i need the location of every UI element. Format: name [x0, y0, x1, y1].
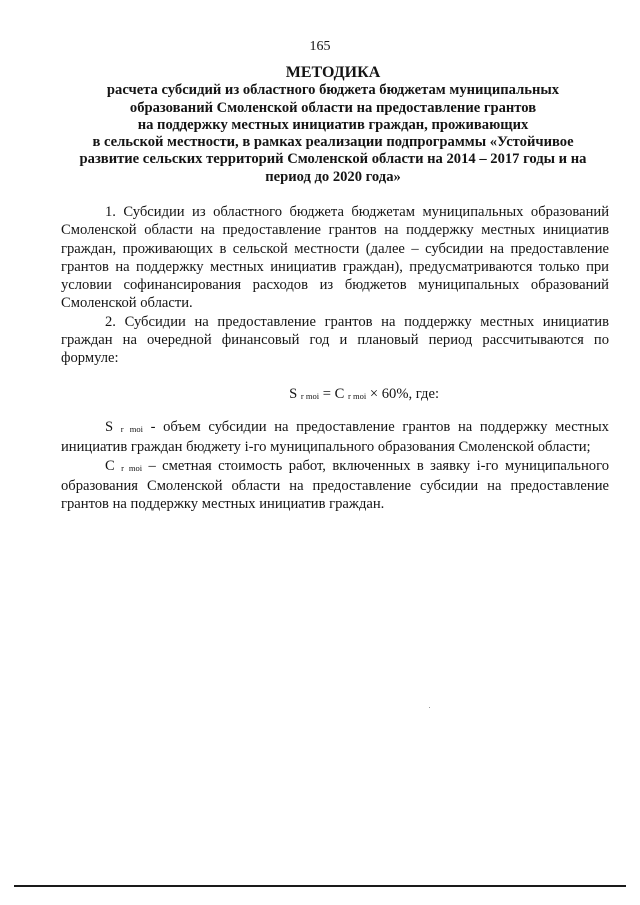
formula-rhs-symbol: C [334, 385, 345, 402]
formula-rest: × 60%, где: [366, 385, 439, 402]
definition-item [61, 457, 609, 514]
definition-symbol: S [105, 418, 114, 435]
bottom-rule [14, 885, 626, 887]
page-number: 165 [309, 39, 331, 54]
formula-equals: = [319, 385, 335, 402]
scan-speck [429, 707, 430, 708]
definition-subscript: r moi [121, 462, 143, 473]
heading-line: расчета субсидий из областного бюджета бюджетам муниципальных [106, 82, 560, 99]
formula [61, 385, 609, 405]
heading-line: развитие сельских территорий Смоленской области на 2014 – 2017 годы и на [79, 151, 587, 168]
formula-lhs-symbol: S [289, 385, 298, 402]
formula-rhs-subscript: r moi [348, 390, 367, 401]
document-title: МЕТОДИКА [285, 64, 381, 81]
heading-line: период до 2020 года» [265, 168, 401, 185]
definitions [61, 418, 609, 513]
heading-line: в сельской местности, в рамках реализации подпрограммы «Устойчивое [92, 134, 574, 151]
document-body [61, 203, 609, 513]
heading-line: на поддержку местных инициатив граждан, проживающих [137, 116, 529, 133]
definition-symbol: C [105, 457, 115, 474]
definition-text: – сметная стоимость работ, включенных в заявку i-го муниципального образования Смоленской области на предоставление субсидии на предоставление грантов на поддержку местных инициатив граждан. [61, 457, 609, 513]
paragraph-1: 1. Субсидии из областного бюджета бюджетам муниципальных образований Смоленской области на предоставление грантов на поддержку местных инициатив граждан, проживающих в сельской местности (далее – субсидии на предоставление грантов на поддержку местных инициатив граждан), предусматриваются только при условии софинансирования расходов из бюджетов муниципальных образований Смоленской области. [61, 204, 609, 312]
document-heading [60, 64, 606, 186]
heading-line: образований Смоленской области на предоставление грантов [129, 99, 537, 116]
paragraph-2: 2. Субсидии на предоставление грантов на поддержку местных инициатив граждан на очередной финансовый год и плановый период рассчитываются по формуле: [61, 313, 609, 367]
definition-text: - объем субсидии на предоставление грантов на поддержку местных инициатив граждан бюджету i-го муниципального образования Смоленской области; [61, 418, 609, 456]
formula-lhs-subscript: r moi [300, 390, 320, 401]
definition-subscript: r moi [120, 423, 143, 434]
definition-item [61, 418, 609, 457]
